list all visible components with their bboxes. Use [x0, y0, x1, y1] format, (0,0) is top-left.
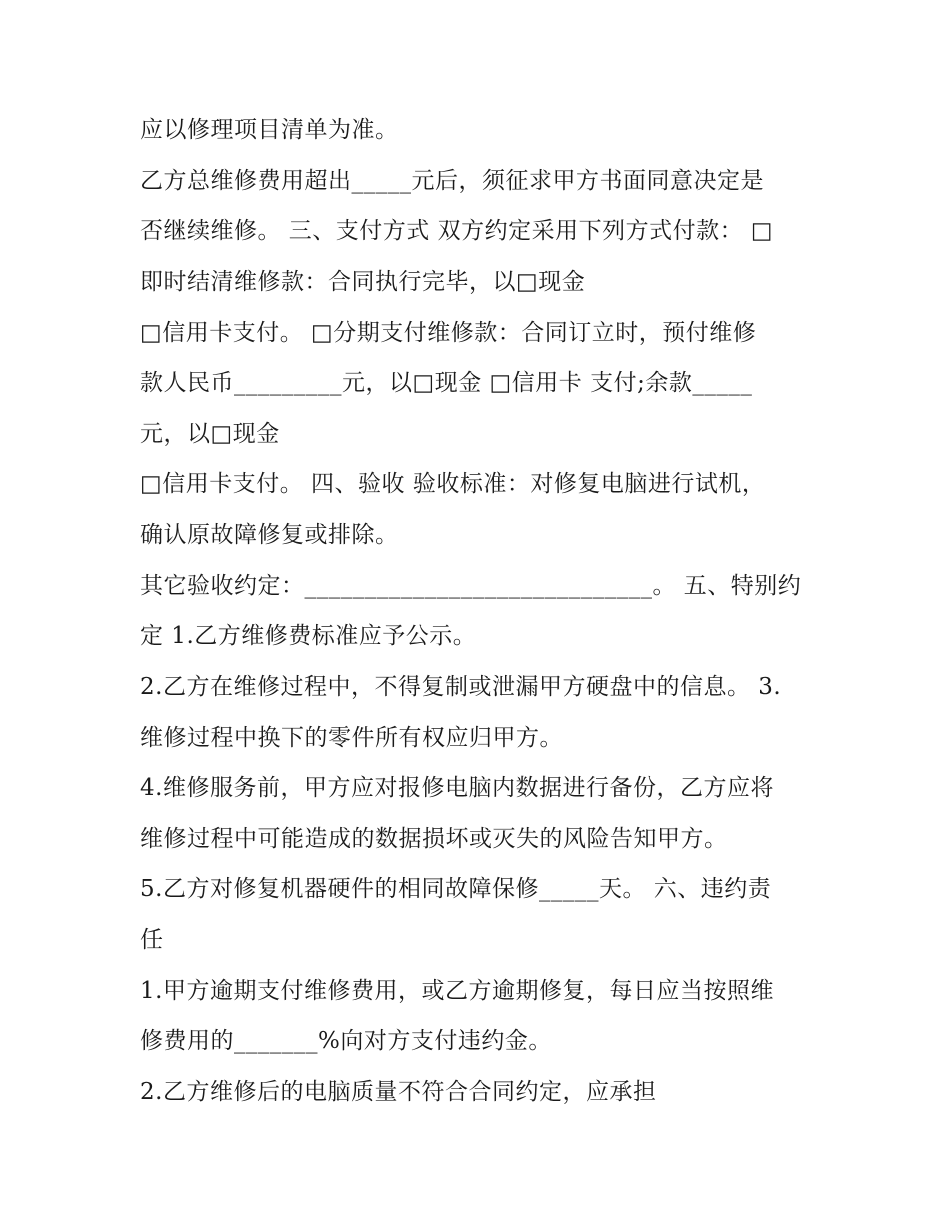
text-line: 2.乙方在维修过程中，不得复制或泄漏甲方硬盘中的信息。 3.	[140, 674, 782, 700]
text-line: 即时结清维修款：合同执行完毕，以□现金	[140, 269, 586, 295]
text-line: 确认原故障修复或排除。	[140, 522, 399, 548]
text-line: 乙方总维修费用超出_____元后，须征求甲方书面同意决定是	[140, 168, 764, 194]
text-line: 4.维修服务前，甲方应对报修电脑内数据进行备份，乙方应将	[140, 775, 774, 801]
text-line: 应以修理项目清单为准。	[140, 117, 399, 143]
text-line: 1.甲方逾期支付维修费用，或乙方逾期修复，每日应当按照维	[140, 978, 774, 1004]
text-line: 任	[140, 927, 164, 953]
text-line: □信用卡支付。 □分期支付维修款：合同订立时，预付维修	[140, 320, 757, 346]
text-line: 其它验收约定：_____________________________。 五、特别约	[140, 573, 802, 599]
text-line: 元，以□现金	[140, 421, 280, 447]
text-line: 定 1.乙方维修费标准应予公示。	[140, 623, 477, 649]
text-line: 修费用的_______%向对方支付违约金。	[140, 1028, 552, 1054]
text-line: 否继续维修。 三、支付方式 双方约定采用下列方式付款： □	[140, 218, 774, 244]
text-line: 2.乙方维修后的电脑质量不符合合同约定，应承担	[140, 1079, 657, 1105]
text-line: □信用卡支付。 四、验收 验收标准：对修复电脑进行试机，	[140, 471, 766, 497]
text-line: 维修过程中换下的零件所有权应归甲方。	[140, 725, 563, 751]
text-line: 款人民币_________元，以□现金 □信用卡 支付;余款_____	[140, 370, 753, 396]
text-line: 维修过程中可能造成的数据损坏或灭失的风险告知甲方。	[140, 826, 728, 852]
text-line: 5.乙方对修复机器硬件的相同故障保修_____天。 六、违约责	[140, 876, 772, 902]
